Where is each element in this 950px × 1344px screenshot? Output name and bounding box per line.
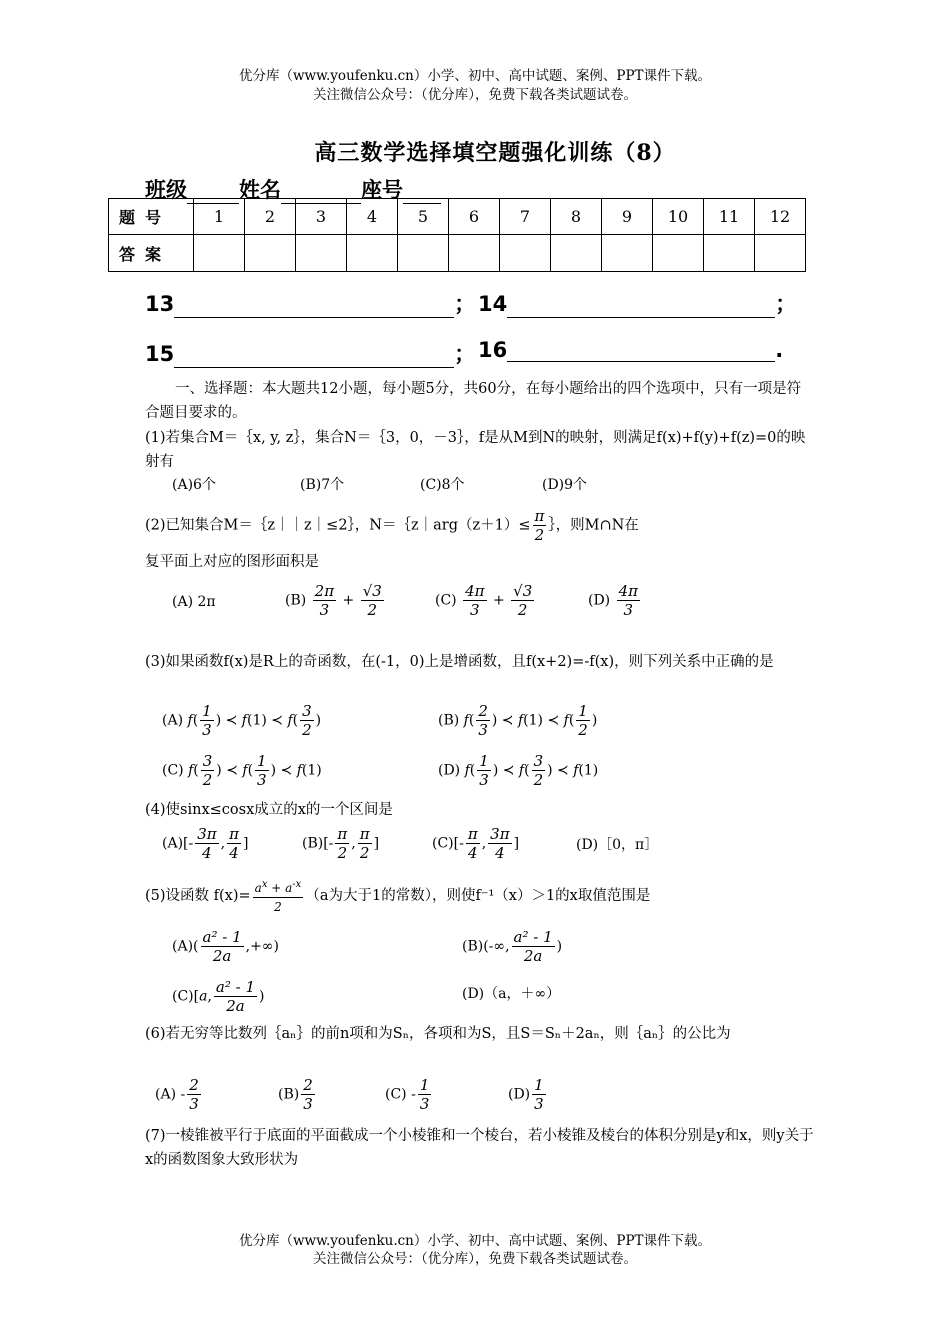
fill-end: . <box>775 338 784 362</box>
answer-cell[interactable] <box>755 235 806 272</box>
fill-line[interactable] <box>174 295 454 318</box>
q5-text-b: （a为大于1的常数），则使f⁻¹（x）＞1的x取值范围是 <box>305 888 651 904</box>
question-2-cont: 复平面上对应的图形面积是 <box>145 554 319 570</box>
q3-option-a: (A) f( $\frac{1}{3}$ ) ≺ f(1) ≺ f( $\frac{3}{2}$ ) <box>162 702 322 739</box>
answer-table-answer-row <box>109 235 806 272</box>
q-number: 10 <box>653 199 704 235</box>
row-label-number: 题号 <box>109 199 194 235</box>
option-label: (C) <box>432 835 454 852</box>
option-label: (C) - <box>385 1086 416 1103</box>
fill-number: 14 <box>478 292 508 316</box>
q1-option-b: (B)7个 <box>300 477 345 493</box>
answer-cell[interactable] <box>500 235 551 272</box>
option-label: (B) <box>302 835 324 852</box>
q4-option-a: (A)[- $\frac{3\pi}{4}$ , $\frac{\pi}{4}$ ] <box>162 825 249 862</box>
fill-separator: ； <box>775 292 797 316</box>
q1-option-a: (A)6个 <box>172 477 216 493</box>
fill-blank-16 <box>478 338 783 362</box>
q-number: 9 <box>602 199 653 235</box>
q-number: 2 <box>245 199 296 235</box>
question-7: (7)一棱锥被平行于底面的平面截成一个小棱锥和一个棱台，若小棱锥及棱台的体积分别是y和x，则y关于x的函数图象大致形状为 <box>145 1128 814 1168</box>
q4-option-c: (C)[- $\frac{\pi}{4}$ , $\frac{3\pi}{4}$ ] <box>432 825 520 862</box>
fill-separator: ； <box>454 292 476 316</box>
q1-option-c: (C)8个 <box>420 477 465 493</box>
q2-pi-over-2: $\frac{\pi}{2}$ <box>534 507 545 544</box>
option-label: (C) <box>172 988 194 1005</box>
q2-option-b: (B) $\frac{2\pi}{3}$ + $\frac{√3}{2}$ <box>285 582 382 619</box>
footer-line-1: 优分库（www.youfenku.cn）小学、初中、高中试题、案例、PPT课件下载。 <box>238 1233 712 1249</box>
question-5: (5)设函数 f(x)= $\frac{a^x + a^{-x}}{2}$ （a为大于1的常数），则使f⁻¹（x）＞1的x取值范围是 <box>145 876 815 916</box>
q-number: 6 <box>449 199 500 235</box>
option-label: (C) <box>435 592 457 609</box>
option-label: (B) <box>278 1086 300 1103</box>
answer-cell[interactable] <box>347 235 398 272</box>
fill-separator: ； <box>454 342 476 366</box>
answer-cell[interactable] <box>398 235 449 272</box>
q6-option-b: (B) $\frac{2}{3}$ <box>278 1076 313 1113</box>
option-label: (D) <box>588 592 611 609</box>
option-label: (B) <box>285 592 307 609</box>
answer-table <box>108 198 806 272</box>
option-label: (D) <box>508 1086 531 1103</box>
q-number: 7 <box>500 199 551 235</box>
option-label: (C) <box>162 762 184 779</box>
q-number: 4 <box>347 199 398 235</box>
answer-cell[interactable] <box>653 235 704 272</box>
fill-number: 15 <box>145 342 175 366</box>
q2-option-d: (D) $\frac{4\pi}{3}$ <box>588 582 639 619</box>
seat-label: 座号 <box>361 177 403 202</box>
q2-option-a: (A) 2π <box>172 594 216 610</box>
q-number: 5 <box>398 199 449 235</box>
q2-text-a: (2)已知集合M＝｛z｜｜z｜≤2｝，N＝｛z｜arg（z＋1）≤ <box>145 517 531 534</box>
answer-cell[interactable] <box>449 235 500 272</box>
fill-blank-14 <box>478 288 796 318</box>
q6-option-d: (D) $\frac{1}{3}$ <box>508 1076 544 1113</box>
question-3: (3)如果函数f(x)是R上的奇函数，在(-1，0)上是增函数，且f(x+2)=-f(x)，则下列关系中正确的是 <box>145 654 774 670</box>
answer-cell[interactable] <box>704 235 755 272</box>
q3-option-b: (B) f( $\frac{2}{3}$ ) ≺ f(1) ≺ f( $\frac{1}{2}$ ) <box>438 702 598 739</box>
q5-option-d: (D)（a，＋∞） <box>462 986 561 1002</box>
option-label: (B) <box>462 938 484 955</box>
answer-cell[interactable] <box>551 235 602 272</box>
q2-option-c: (C) $\frac{4\pi}{3}$ + $\frac{√3}{2}$ <box>435 582 533 619</box>
q2-text-b: ｝，则M∩N在 <box>548 517 639 534</box>
footer-line-2: 关注微信公众号：（优分库），免费下载各类试题试卷。 <box>313 1251 637 1267</box>
header-line-1: 优分库（www.youfenku.cn）小学、初中、高中试题、案例、PPT课件下载。 <box>238 68 712 84</box>
q3-option-d: (D) f( $\frac{1}{3}$ ) ≺ f( $\frac{3}{2}$ ) ≺ f(1) <box>438 752 599 789</box>
q5-option-c: (C)[a, $\frac{\text{a² - 1}}{2a}$ ) <box>172 978 265 1015</box>
answer-cell[interactable] <box>602 235 653 272</box>
page-title: 高三数学选择填空题强化训练（8） <box>314 140 676 166</box>
row-label-answer: 答案 <box>109 235 194 272</box>
q4-option-b: (B)[- $\frac{\pi}{2}$ , $\frac{\pi}{2}$ ] <box>302 825 380 862</box>
q-number: 11 <box>704 199 755 235</box>
question-4: (4)使sinx≤cosx成立的x的一个区间是 <box>145 802 393 818</box>
class-label: 班级 <box>145 177 187 202</box>
option-label: (B) <box>438 712 460 729</box>
q4-option-d: (D)［0，π］ <box>576 837 659 853</box>
q-number: 8 <box>551 199 602 235</box>
q-number: 12 <box>755 199 806 235</box>
answer-cell[interactable] <box>296 235 347 272</box>
q6-option-c: (C) - $\frac{1}{3}$ <box>385 1076 430 1113</box>
option-label: (D) <box>438 762 461 779</box>
name-label: 姓名 <box>239 177 281 202</box>
question-6: (6)若无穷等比数列｛aₙ｝的前n项和为Sₙ，各项和为S，且S＝Sₙ＋2aₙ，则｛aₙ｝的公比为 <box>145 1026 731 1042</box>
q5-option-b: (B)(-∞, $\frac{\text{a² - 1}}{2a}$ ) <box>462 928 563 965</box>
q3-option-c: (C) f( $\frac{3}{2}$ ) ≺ f( $\frac{1}{3}$ ) ≺ f(1) <box>162 752 322 789</box>
q6-option-a: (A) - $\frac{2}{3}$ <box>155 1076 199 1113</box>
question-1: (1)若集合M＝｛x, y, z｝，集合N＝｛3，0，－3｝，f是从M到N的映射，则满足f(x)+f(y)+f(z)=0的映射有 <box>145 430 806 470</box>
section-intro: 一、选择题：本大题共12小题，每小题5分，共60分，在每小题给出的四个选项中，只有一项是符合题目要求的。 <box>145 381 802 421</box>
fill-number: 13 <box>145 292 175 316</box>
fill-line[interactable] <box>174 345 454 368</box>
header-line-2: 关注微信公众号：（优分库），免费下载各类试题试卷。 <box>313 87 637 103</box>
q-number: 3 <box>296 199 347 235</box>
q5-option-a: (A)( $\frac{\text{a² - 1}}{2a}$ ,+∞) <box>172 928 279 965</box>
fill-blank-15 <box>145 338 475 368</box>
option-label: (A) <box>162 835 184 852</box>
q5-text-a: (5)设函数 f(x)= <box>145 888 251 904</box>
option-label: (A) - <box>155 1086 186 1103</box>
option-label: (A) <box>162 712 184 729</box>
question-2 <box>145 507 815 544</box>
fill-blank-13 <box>145 288 475 318</box>
fill-number: 16 <box>478 338 508 362</box>
q-number: 1 <box>194 199 245 235</box>
fill-line[interactable] <box>507 295 775 318</box>
q1-option-d: (D)9个 <box>542 477 588 493</box>
answer-table-number-row <box>109 199 806 235</box>
fill-line[interactable] <box>507 339 775 362</box>
answer-cell[interactable] <box>245 235 296 272</box>
option-label: (A) <box>172 938 194 955</box>
answer-cell[interactable] <box>194 235 245 272</box>
